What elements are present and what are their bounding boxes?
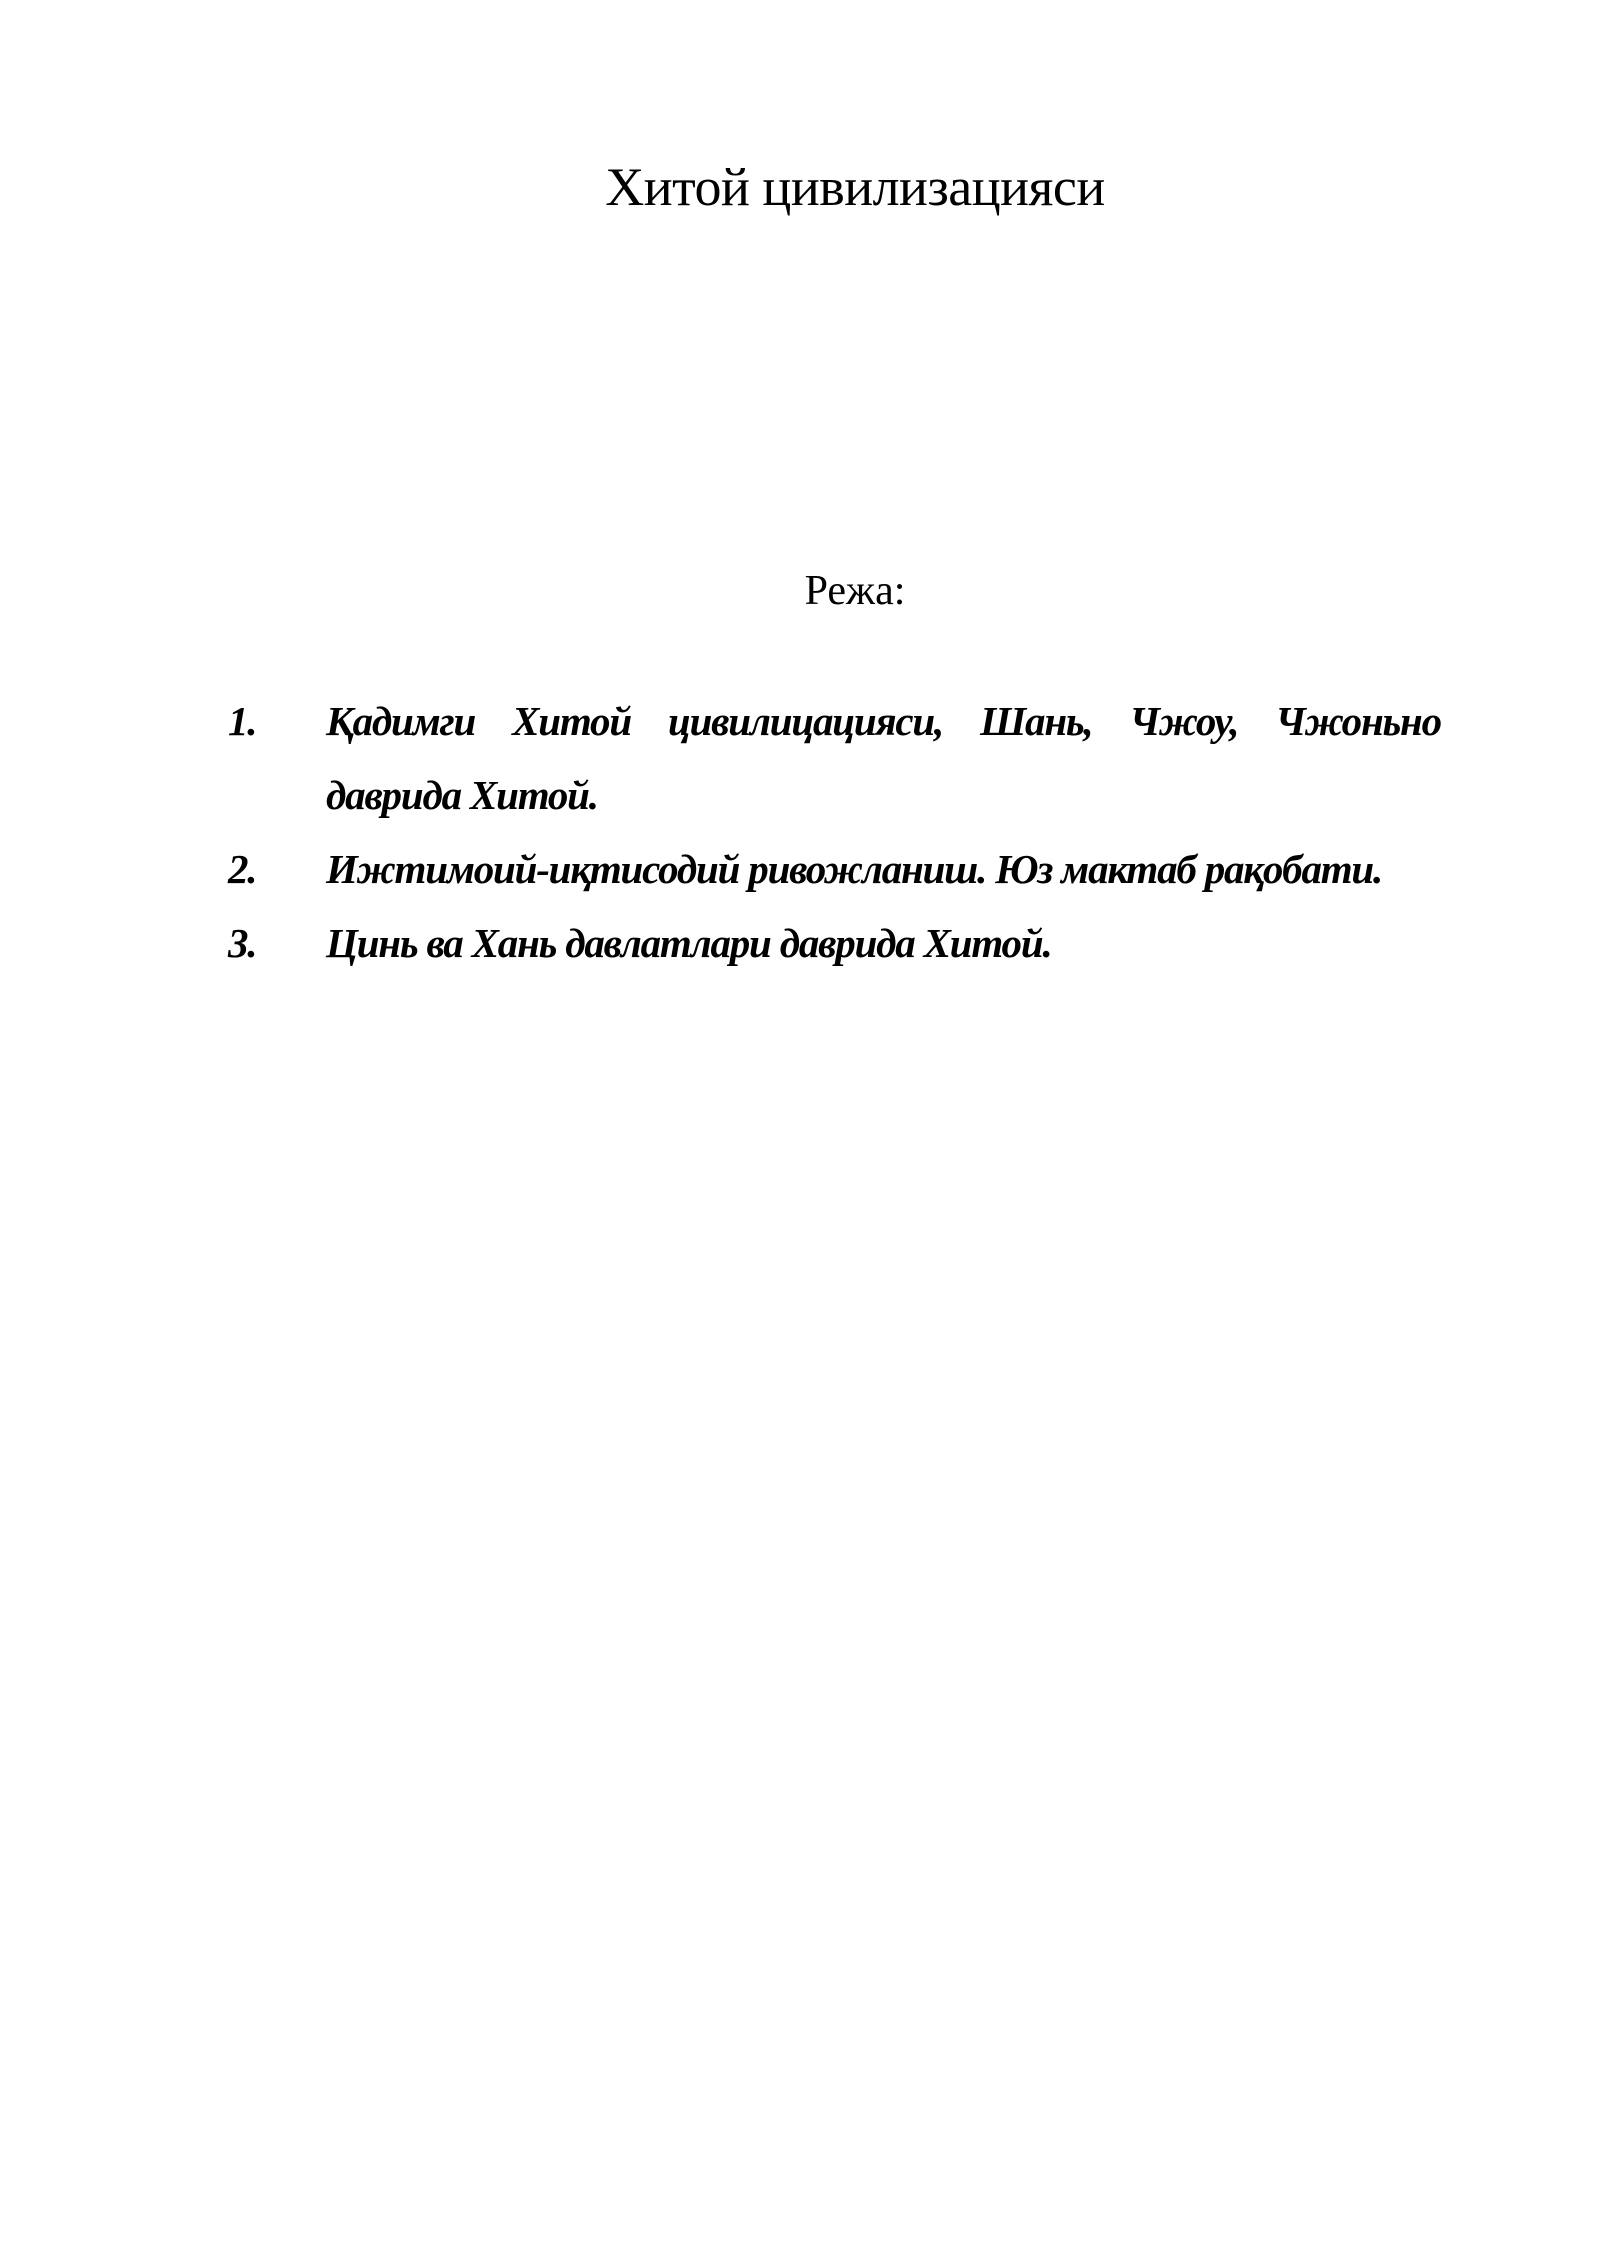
plan-item-number: 3.	[228, 920, 257, 966]
plan-item-text: Ижтимоий-иқтисодий ривожланиш. Юз мактаб рақобати.	[326, 846, 1383, 892]
plan-item-number: 1.	[228, 698, 257, 744]
plan-item-number: 2.	[228, 846, 257, 892]
plan-item-1	[228, 684, 1488, 832]
document-title: Хитой цивилизацияси	[605, 157, 1105, 217]
plan-item-2	[228, 832, 1488, 906]
plan-item-text-line2: даврида Хитой.	[326, 772, 598, 818]
plan-heading: Режа:	[804, 568, 906, 614]
plan-list	[228, 684, 1488, 980]
plan-item-text	[326, 684, 1488, 832]
plan-item-3	[228, 906, 1488, 980]
plan-item-text: Цинь ва Хань давлатлари даврида Хитой.	[326, 920, 1052, 966]
plan-item-text-line1: Қадимги Хитой цивилицацияси, Шань, Чжоу, Чжоньно	[326, 698, 1441, 744]
